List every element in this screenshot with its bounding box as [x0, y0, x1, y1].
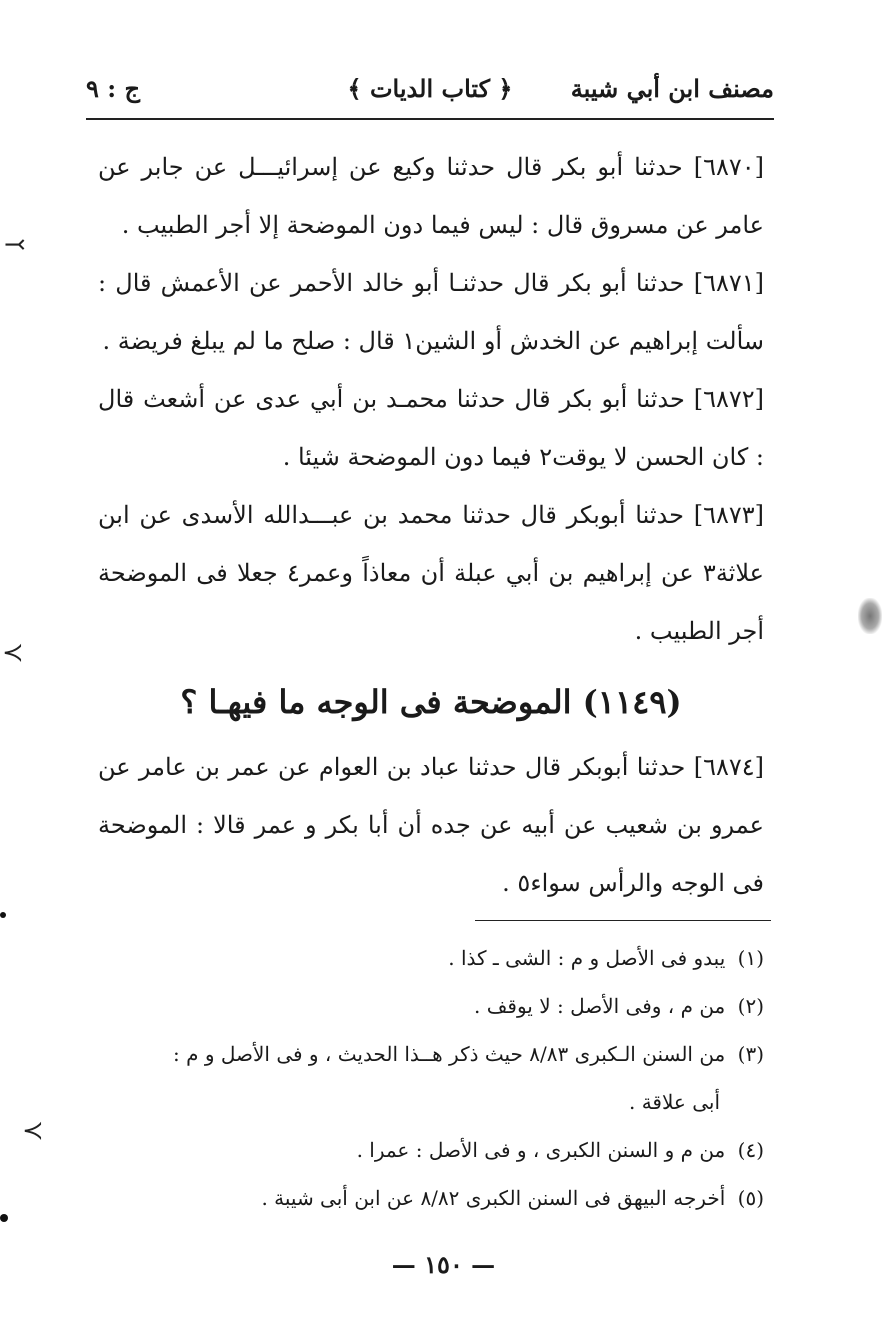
- footnotes: [96, 934, 764, 1222]
- footnote: [96, 934, 764, 982]
- hadith-paragraph: [٦٨٧٣] حدثنا أبوبكر قال حدثنا محمد بن عبـــدالله الأسدى عن ابن علاثة٣ عن إبراهيم بن أبي عبلة أن معاذاً وعمر٤ جعلا فى الموضحة أجر الطبيب .: [98, 501, 764, 645]
- running-header: [86, 70, 774, 116]
- hadith-paragraph: [٦٨٧١] حدثنا أبو بكر قال حدثنـا أبو خالد الأحمر عن الأعمش قال : سألت إبراهيم عن الخدش أو الشين١ قال : صلح ما لم يبلغ فريضة .: [98, 269, 764, 355]
- footnote-number: (٤): [737, 1138, 764, 1162]
- margin-mark: ≺: [2, 638, 24, 668]
- footnote-text: أخرجه البيهق فى السنن الكبرى ٨/٨٢ عن ابن أبى شيبة .: [261, 1186, 726, 1210]
- main-text: [98, 138, 764, 912]
- hadith-paragraph: [٦٨٧٢] حدثنا أبو بكر قال حدثنا محمـد بن أبي عدى عن أشعث قال : كان الحسن لا يوقت٢ فيما دون الموضحة شيئا .: [98, 385, 764, 471]
- header-rule: [86, 118, 774, 120]
- page-number: — ١٥٠ —: [391, 1250, 496, 1279]
- footnote: [96, 982, 764, 1030]
- footnote-text: يبدو فى الأصل و م : الشى ـ كذا .: [448, 946, 726, 970]
- footnote-number: (١): [737, 946, 764, 970]
- margin-dot: [0, 912, 6, 918]
- footnote-number: (٥): [737, 1186, 764, 1210]
- footnote: [96, 1174, 764, 1222]
- footnote: [96, 1126, 764, 1174]
- section-heading: (١١٤٩) الموضحة فى الوجه ما فيهـا ؟: [180, 683, 682, 721]
- volume-number: ج : ٩: [86, 74, 140, 103]
- chapter-title: ﴿ كتاب الديات ﴾: [347, 74, 513, 103]
- hadith-paragraph: [٦٨٧٠] حدثنا أبو بكر قال حدثنا وكيع عن إسرائيـــل عن جابر عن عامر عن مسروق قال : ليس فيما دون الموضحة إلا أجر الطبيب .: [98, 153, 764, 239]
- footnote-continuation: أبى علاقة .: [628, 1090, 720, 1114]
- footnote-rule: [475, 920, 771, 921]
- book-title: مصنف ابن أبي شيبة: [570, 74, 774, 103]
- margin-mark: ≺: [22, 1116, 44, 1146]
- footnote-number: (٢): [737, 994, 764, 1018]
- footnote-text: من م ، وفى الأصل : لا يوقف .: [473, 994, 726, 1018]
- margin-dot: [0, 1214, 8, 1222]
- scan-stain: [858, 598, 882, 634]
- footnote: [96, 1030, 764, 1078]
- footnote-text: من م و السنن الكبرى ، و فى الأصل : عمرا .: [356, 1138, 726, 1162]
- footnote-number: (٣): [737, 1042, 764, 1066]
- margin-mark: ⤙: [4, 230, 26, 260]
- footnote-text: من السنن الـكبرى ٨/٨٣ حيث ذكر هــذا الحديث ، و فى الأصل و م :: [173, 1042, 726, 1066]
- hadith-paragraph: [٦٨٧٤] حدثنا أبوبكر قال حدثنا عباد بن العوام عن عمر بن عامر عن عمرو بن شعيب عن أبيه عن جده أن أبا بكر و عمر قالا : الموضحة فى الوجه والرأس سواء٥ .: [98, 753, 764, 897]
